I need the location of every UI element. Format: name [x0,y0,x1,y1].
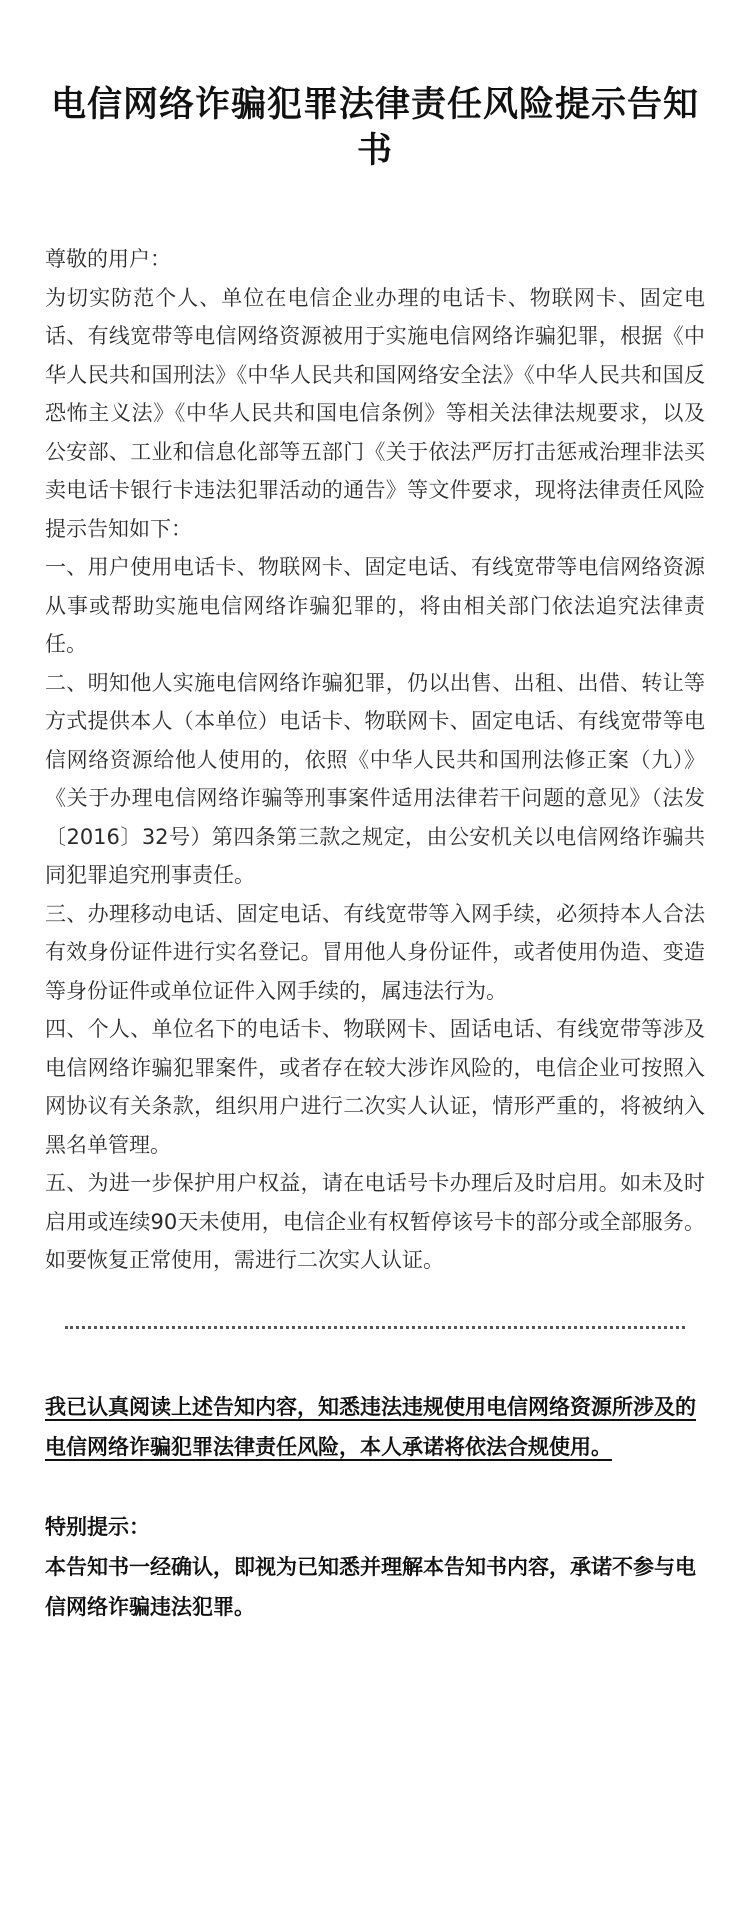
dotted-divider [65,1326,685,1329]
notice-item-3: 三、办理移动电话、固定电话、有线宽带等入网手续，必须持本人合法有效身份证件进行实名登记。冒用他人身份证件，或者使用伪造、变造等身份证件或单位证件入网手续的，属违法行为。 [45,901,705,1003]
special-notice-text: 本告知书一经确认，即视为已知悉并理解本告知书内容，承诺不参与电信网络诈骗违法犯罪。 [45,1554,696,1619]
special-notice-label: 特别提示： [45,1514,150,1539]
intro-paragraph: 为切实防范个人、单位在电信企业办理的电话卡、物联网卡、固定电话、有线宽带等电信网络资源被用于实施电信网络诈骗犯罪，根据《中华人民共和国刑法》《中华人民共和国网络安全法》《中华人民共和国反恐怖主义法》《中华人民共和国电信条例》等相关法律法规要求，以及公安部、工业和信息化部等五部门《关于依法严厉打击惩戒治理非法买卖电话卡银行卡违法犯罪活动的通告》等文件要求，现将法律责任风险提示告知如下： [45,285,705,541]
commitment-statement [45,1387,705,1467]
notice-body [45,240,705,1280]
salutation: 尊敬的用户： [45,247,171,271]
notice-item-1: 一、用户使用电话卡、物联网卡、固定电话、有线宽带等电信网络资源从事或帮助实施电信网络诈骗犯罪的，将由相关部门依法追究法律责任。 [45,555,705,656]
notice-item-2: 二、明知他人实施电信网络诈骗犯罪，仍以出售、出租、出借、转让等方式提供本人（本单位）电话卡、物联网卡、固定电话、有线宽带等电信网络资源给他人使用的，依照《中华人民共和国刑法修正案（九）》《关于办理电信网络诈骗等刑事案件适用法律若干问题的意见》（法发〔2016〕32号）第四条第三款之规定，由公安机关以电信网络诈骗共同犯罪追究刑事责任。 [45,670,705,887]
commitment-text: 我已认真阅读上述告知内容，知悉违法违规使用电信网络资源所涉及的电信网络诈骗犯罪法律责任风险，本人承诺将依法合规使用。 [45,1394,696,1459]
notice-item-4: 四、个人、单位名下的电话卡、物联网卡、固话电话、有线宽带等涉及电信网络诈骗犯罪案件，或者存在较大涉诈风险的，电信企业可按照入网协议有关条款，组织用户进行二次实人认证，情形严重的，将被纳入黑名单管理。 [45,1017,705,1157]
notice-item-5: 五、为进一步保护用户权益，请在电话号卡办理后及时启用。如未及时启用或连续90天未使用，电信企业有权暂停该号卡的部分或全部服务。如要恢复正常使用，需进行二次实人认证。 [45,1171,705,1272]
page-title: 电信网络诈骗犯罪法律责任风险提示告知书 [50,85,699,171]
